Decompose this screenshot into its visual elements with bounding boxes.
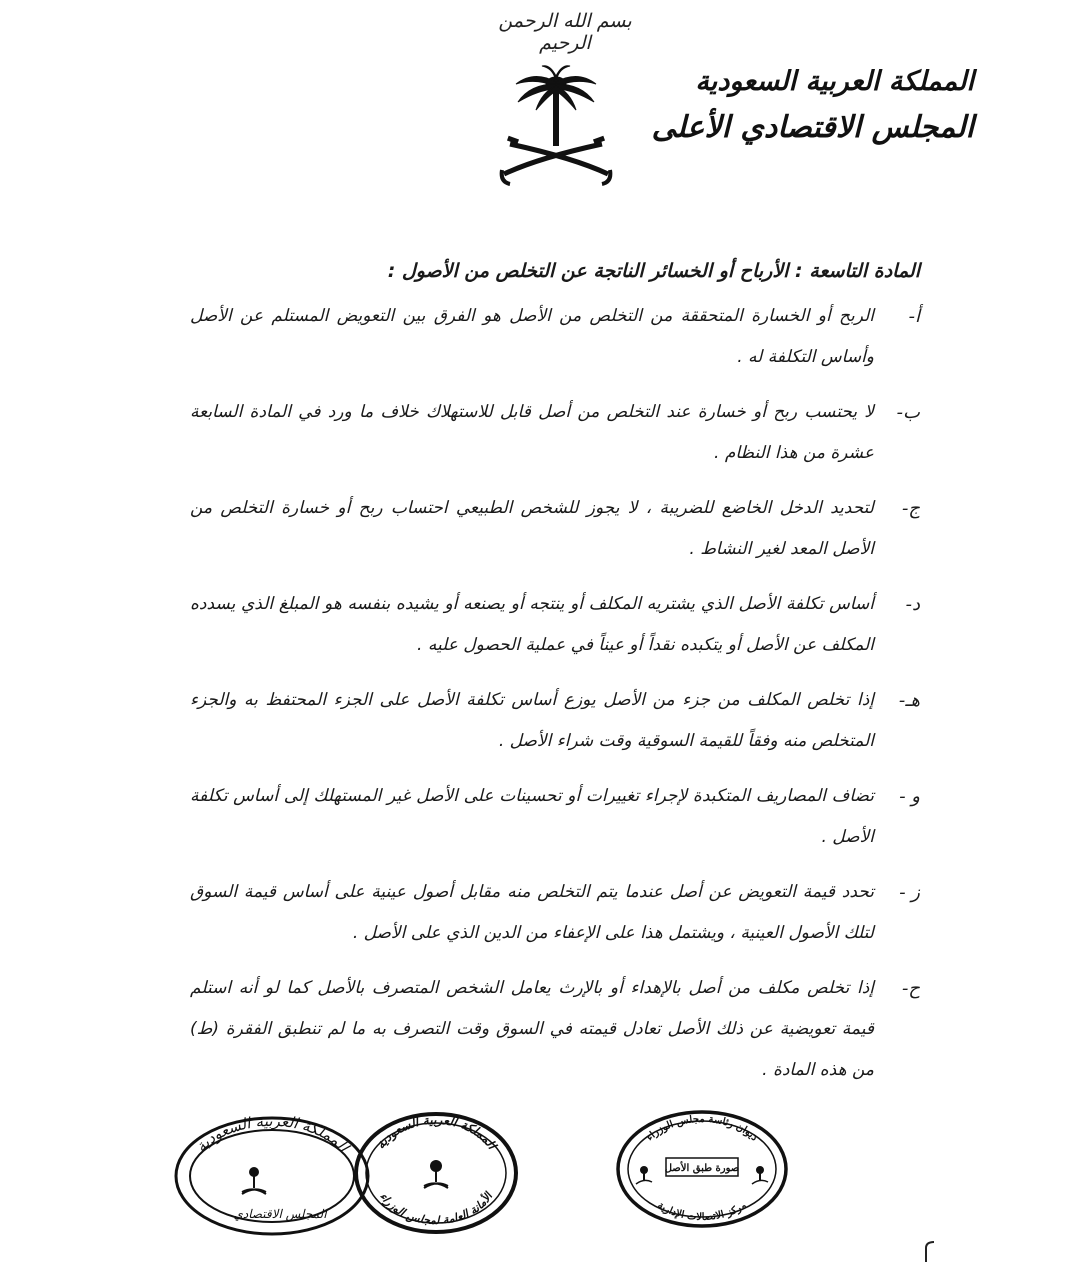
council-stamp-icon [162,1108,372,1238]
article-title: المادة التاسعة : الأرباح أو الخسائر الناتجة عن التخلص من الأصول : [387,260,920,282]
header-council: المجلس الاقتصادي الأعلى [651,110,974,145]
paragraph-text: أساس تكلفة الأصل الذي يشتريه المكلف أو ينتجه أو يصنعه أو يشيده بنفسه هو المبلغ الذي يسدده المكلف عن الأصل أو يتكبده نقداً أو عيناً في عملية الحصول عليه . [190,594,874,655]
paragraph-letter: هـ- [898,690,920,711]
svg-text:المملكة العربية السعودية: المملكة العربية السعودية [373,1112,499,1152]
secretariat-stamp-icon [352,1110,520,1236]
paragraph-text: إذا تخلص مكلف من أصل بالإهداء أو بالإرث يعامل الشخص المتصرف بالأصل كما لو أنه استلم قيمة تعويضية عن ذلك الأصل تعادل قيمته في السوق وقت التصرف به ما لم تنطبق الفقرة (ط) من هذه المادة . [190,978,874,1080]
svg-text:ديوان رئاسة مجلس الوزراء: ديوان رئاسة مجلس الوزراء [644,1114,760,1144]
svg-text:المملكة العربية السعودية: المملكة العربية السعودية [191,1111,353,1156]
paragraph-e [190,680,920,762]
svg-text:الأمانة العامة لمجلس الوزراء: الأمانة العامة لمجلس الوزراء [376,1190,496,1228]
svg-text:صورة طبق الأصل: صورة طبق الأصل [664,1163,740,1174]
paragraph-d [190,584,920,666]
paragraph-letter: ز - [899,882,920,903]
paragraph-b [190,392,920,474]
paragraph-letter: و - [899,786,920,807]
paragraph-a [190,296,920,378]
paragraph-h [190,968,920,1091]
paragraph-text: إذا تخلص المكلف من جزء من الأصل يوزع أساس تكلفة الأصل على الجزء المحتفظ به والجزء المتخلص منه وفقاً للقيمة السوقية وقت شراء الأصل . [190,690,874,751]
paragraph-text: لا يحتسب ربح أو خسارة عند التخلص من أصل قابل للاستهلاك خلاف ما ورد في المادة السابعة عشرة من هذا النظام . [190,402,874,463]
paragraph-text: تضاف المصاريف المتكبدة لإجراء تغييرات أو تحسينات على الأصل غير المستهلك إلى أساس تكلفة الأصل . [190,786,874,847]
paragraph-letter: د- [905,594,920,615]
svg-text:مركز الاتصالات الإدارية: مركز الاتصالات الإدارية [655,1200,749,1224]
basmala: بسم الله الرحمن الرحيم [498,10,632,54]
article-body [190,256,920,1105]
header-kingdom: المملكة العربية السعودية [695,66,974,97]
corner-bracket-icon [922,1240,942,1264]
paragraph-text: لتحديد الدخل الخاضع للضريبة ، لا يجوز للشخص الطبيعي احتساب ربح أو خسارة التخلص من الأصل المعد لغير النشاط . [190,498,874,559]
paragraph-letter: ب- [896,402,920,423]
paragraph-text: الربح أو الخسارة المتحققة من التخلص من الأصل هو الفرق بين التعويض المستلم عن الأصل وأساس التكلفة له . [190,306,874,367]
paragraph-letter: أ- [908,306,920,327]
paragraph-letter: ح- [901,978,920,999]
svg-text:المجلس الاقتصادي: المجلس الاقتصادي [233,1207,327,1221]
paragraph-f [190,776,920,858]
paragraph-g [190,872,920,954]
paragraph-text: تحدد قيمة التعويض عن أصل عندما يتم التخلص منه مقابل أصول عينية على أساس قيمة السوق لتلك الأصول العينية ، ويشتمل هذا على الإعفاء من الدين الذي على الأصل . [190,882,874,943]
certified-copy-stamp-icon [614,1108,790,1230]
paragraph-c [190,488,920,570]
paragraph-letter: ج- [901,498,920,519]
